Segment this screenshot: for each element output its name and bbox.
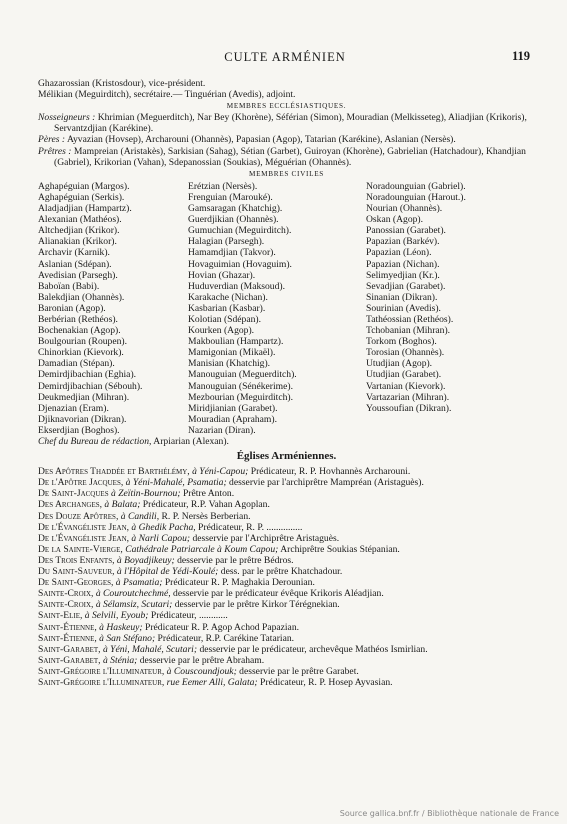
eglise-name: Des Apôtres Thaddée et Barthélémy, xyxy=(38,466,190,478)
eglise-place: à Boyadjikeuy; xyxy=(114,554,175,566)
ecclesiastiques-heading: MEMBRES ECCLÉSIASTIQUES. xyxy=(226,102,347,111)
civil-member: Hovaguimian (Hovaguim). xyxy=(188,258,292,270)
civil-member: Aghapéguian (Margos). xyxy=(38,180,130,192)
eglise-name: De Saint-Jacques xyxy=(38,488,109,500)
eglise-entry xyxy=(38,488,535,499)
eglise-place: à Selvili, Eyoub; xyxy=(82,610,149,622)
eglise-name: Des Trois Enfants, xyxy=(38,554,115,566)
eglise-name: Saint-Étienne, xyxy=(38,632,97,644)
entry-text: Khrimian (Meguerditch), Nar Bey (Khorène), Séférian (Simon), Mouradian (Melkisseteg), Aliadjian (Krikoris), Servantzdjian (Karékine). xyxy=(54,112,527,135)
eglise-name: Saint-Grégoire l'Illuminateur, xyxy=(38,665,165,677)
eglise-place: à Yéni-Capou; xyxy=(189,466,249,478)
eglises-list xyxy=(38,466,535,688)
civils-table xyxy=(38,181,535,436)
eglise-place: à Balata; xyxy=(102,499,141,511)
eglise-place: à l'Hôpital de Yédi-Koulé; xyxy=(114,566,219,578)
civil-member xyxy=(366,425,535,436)
civil-member: Torkom (Boghos). xyxy=(366,336,437,348)
civil-member: Ekserdjian (Boghos). xyxy=(38,424,120,436)
ecclesiastique-entry xyxy=(38,134,535,145)
civil-member: Makboulian (Hampartz). xyxy=(188,336,284,348)
civil-member: Damadian (Stépan). xyxy=(38,358,115,370)
eglise-entry xyxy=(38,544,535,555)
entry-label: Nosseigneurs : xyxy=(38,112,96,124)
eglise-entry xyxy=(38,622,535,633)
civil-member: Djenazian (Eram). xyxy=(38,402,109,414)
civil-member: Altchedjian (Krikor). xyxy=(38,225,120,237)
eglise-details: Prédicateur, R.P. Carékine Tatarian. xyxy=(155,632,295,644)
eglise-place: à Sténia; xyxy=(100,654,138,666)
running-header xyxy=(40,50,530,68)
eglise-place: à Narli Capou; xyxy=(129,532,191,544)
eglise-entry xyxy=(38,499,535,510)
civil-member: Kolotian (Sdépan). xyxy=(188,313,262,325)
civil-member: Gamsaragan (Khatchig). xyxy=(188,203,283,215)
civil-member: Boulgourian (Roupen). xyxy=(38,336,127,348)
civil-member: Nazarian (Diran). xyxy=(188,424,256,436)
entry-label: Prêtres : xyxy=(38,145,72,157)
civil-member: Sourinian (Avedis). xyxy=(366,302,441,314)
eglise-details: Prédicateur, R. P. Hosep Ayvasian. xyxy=(257,676,393,688)
civil-member: Mezbourian (Meguirditch). xyxy=(188,391,293,403)
civil-member: Noradounguian (Harout.). xyxy=(366,191,466,203)
eglise-details: desservie par le prédicateur évêque Krikoris Aléadjian. xyxy=(170,588,384,600)
civil-member: Sinanian (Dikran). xyxy=(366,291,438,303)
eglise-details: desservie par l'archiprêtre Mampréan (Aristaguès). xyxy=(226,477,424,489)
civil-member: Selimyedjian (Kr.). xyxy=(366,269,440,281)
eglise-place: à Couscoundjouk; xyxy=(164,665,237,677)
eglise-entry xyxy=(38,610,535,621)
civil-member: Baboïan (Babi). xyxy=(38,280,100,292)
entry-text: Mampreian (Aristakès), Sarkisian (Sahag), Sétian (Garbet), Guiroyan (Khorène), Gabrielian (Hatchadour), Khandjian (Gabriel), Krikorian (Vahan), Sdepanossian (Soukias), Méguérian (Ohannès). xyxy=(54,145,526,168)
civil-member: Manouguian (Meguerditch). xyxy=(188,369,297,381)
civil-member: Bochenakian (Agop). xyxy=(38,325,121,337)
eglise-entry xyxy=(38,633,535,644)
civil-member xyxy=(366,414,535,425)
entry-label: Pères : xyxy=(38,134,66,146)
civil-member: Aslanian (Sdépan). xyxy=(38,258,112,270)
civil-member: Miridjianian (Garabet). xyxy=(188,402,278,414)
eglise-details: Archiprêtre Soukias Stépanian. xyxy=(278,543,400,555)
civil-member: Nourian (Ohannès). xyxy=(366,203,443,215)
eglise-name: De l'Apôtre Jacques, xyxy=(38,477,124,489)
civil-member: Deukmedjian (Mihran). xyxy=(38,391,130,403)
civil-member: Manisian (Khatchig). xyxy=(188,358,271,370)
eglise-details: dess. par le prêtre Khatchadour. xyxy=(218,566,343,578)
eglise-name: Saint-Étienne, xyxy=(38,621,97,633)
civils-heading: MEMBRES CIVILES xyxy=(249,169,324,178)
eglise-name: Saint-Elie, xyxy=(38,610,83,622)
eglise-details: Prédicateur, R. P. Hovhannès Archarouni. xyxy=(248,466,411,478)
eglise-name: Sainte-Croix, xyxy=(38,588,94,600)
officer-line: Mélikian (Meguirditch), secrétaire.— Tinguérian (Avedis), adjoint. xyxy=(38,89,296,101)
civil-member: Chinorkian (Kievork). xyxy=(38,347,124,359)
civil-member: Demirdjibachian (Sébouh). xyxy=(38,380,143,392)
eglise-name: Du Saint-Sauveur, xyxy=(38,566,115,578)
civil-member: Aladjadjian (Hampartz). xyxy=(38,203,132,215)
eglise-entry xyxy=(38,555,535,566)
eglise-name: Saint-Grégoire l'Illuminateur, xyxy=(38,676,165,688)
eglise-name: Saint-Garabet, xyxy=(38,643,101,655)
eglise-place: à Couroutchechmé, xyxy=(93,588,171,600)
civil-member: Berbérian (Rethéos). xyxy=(38,313,118,325)
officer-line: Ghazarossian (Kristosdour), vice-président. xyxy=(38,78,206,89)
eglise-name: De l'Évangéliste Jean, xyxy=(38,521,130,533)
civil-member: Djiknavorian (Dikran). xyxy=(38,413,127,425)
eglise-details: Prédicateur, ............ xyxy=(148,610,228,622)
civil-member: Manouguian (Sénékerime). xyxy=(188,380,293,392)
eglise-details: desservie par le prêtre Garabet. xyxy=(236,665,359,677)
eglise-details: Prédicateur, R. P. ............... xyxy=(195,521,303,533)
civil-member: Frenguian (Marouké). xyxy=(188,191,273,203)
eglise-entry xyxy=(38,644,535,655)
eglise-place: à Yéni, Mahalé, Scutari; xyxy=(100,643,198,655)
civil-member: Hamamdjian (Takvor). xyxy=(188,247,276,259)
civil-member: Halagian (Parsegh). xyxy=(188,236,265,248)
eglise-place: à Psamatia; xyxy=(113,577,163,589)
civil-member: Alexanian (Mathéos). xyxy=(38,214,122,226)
eglise-name: Saint-Garabet, xyxy=(38,654,101,666)
civil-member: Youssoufian (Dikran). xyxy=(366,402,452,414)
eglise-details: Prédicateur, R.P. Vahan Agoplan. xyxy=(140,499,270,511)
civil-member: Mouradian (Apraham). xyxy=(188,413,277,425)
eglise-details: desservie par le prêtre Abraham. xyxy=(137,654,265,666)
civil-member: Archavir (Karnik). xyxy=(38,247,110,259)
eglise-details: Prédicateur R. P. Maghakia Derounian. xyxy=(162,577,315,589)
civil-member: Erétzian (Nersès). xyxy=(188,180,258,192)
ecclesiastique-entry xyxy=(38,146,535,168)
eglise-details: desservie par l'Archiprêtre Aristaguès. xyxy=(190,532,340,544)
eglise-place: à Sélamsiz, Scutari; xyxy=(93,599,173,611)
eglise-entry xyxy=(38,533,535,544)
civil-member: Gumuchian (Meguirditch). xyxy=(188,225,292,237)
civil-member: Sevadjian (Garabet). xyxy=(366,280,446,292)
civil-member: Balekdjian (Ohannès). xyxy=(38,291,125,303)
entry-text: Ayvazian (Hovsep), Archarouni (Ohannès), Papasian (Agop), Tatarian (Karékine), Aslanian (Nersès). xyxy=(65,134,456,146)
ecclesiastique-entry xyxy=(38,112,535,134)
civil-member: Avedisian (Parsegh). xyxy=(38,269,118,281)
civil-member: Papazian (Barkév). xyxy=(366,236,440,248)
civil-member: Papazian (Nichan). xyxy=(366,258,440,270)
eglises-heading: Églises Arméniennes. xyxy=(236,450,337,463)
eglise-place: à Candili, xyxy=(118,510,160,522)
eglise-name: De Saint-Georges, xyxy=(38,577,114,589)
civil-member: Aghapéguian (Serkis). xyxy=(38,191,125,203)
civil-member: Alianakian (Krikor). xyxy=(38,236,117,248)
eglise-details: Prêtre Anton. xyxy=(180,488,235,500)
eglise-details: Prédicateur R. P. Agop Achod Papazian. xyxy=(142,621,300,633)
chef-name: Arpiarian (Alexan). xyxy=(151,436,229,447)
source-credit: Source gallica.bnf.fr / Bibliothèque nationale de France xyxy=(339,809,559,818)
eglise-place: à San Stéfano; xyxy=(96,632,156,644)
civil-member: Tchobanian (Mihran). xyxy=(366,325,451,337)
civil-member: Mamigonian (Mikaël). xyxy=(188,347,276,359)
eglise-entry xyxy=(38,522,535,533)
eglise-name: De la Sainte-Vierge, xyxy=(38,543,123,555)
eglise-entry xyxy=(38,466,535,477)
eglise-entry xyxy=(38,566,535,577)
civil-member: Vartanian (Kievork). xyxy=(366,380,446,392)
page-title: CULTE ARMÉNIEN xyxy=(224,50,346,64)
chef-line xyxy=(38,436,535,447)
eglise-entry xyxy=(38,599,535,610)
civil-member: Torosian (Ohannès). xyxy=(366,347,445,359)
eglise-details: desservie par le prédicateur, archevêque Mathéos Ismirlian. xyxy=(197,643,428,655)
civil-member: Vartazarian (Mihran). xyxy=(366,391,450,403)
eglise-entry xyxy=(38,588,535,599)
eglise-details: desservie par le prêtre Bédros. xyxy=(174,554,294,566)
eglise-details: R. P. Nersès Berberian. xyxy=(159,510,251,522)
civil-member: Panossian (Garabet). xyxy=(366,225,446,237)
chef-label: Chef du Bureau de rédaction, xyxy=(38,436,152,447)
civil-member: Hovian (Ghazar). xyxy=(188,269,256,281)
ecclesiastiques-list xyxy=(38,112,535,167)
civil-member: Utudjian (Garabet). xyxy=(366,369,442,381)
eglise-place: à Haskeuy; xyxy=(96,621,143,633)
eglise-name: Des Archanges, xyxy=(38,499,103,511)
eglise-name: De l'Évangéliste Jean, xyxy=(38,532,130,544)
page-number: 119 xyxy=(511,49,530,63)
civil-member: Noradounguian (Gabriel). xyxy=(366,180,466,192)
eglise-place: à Ghedik Pacha, xyxy=(129,521,196,533)
civil-member: Demirdjibachian (Eghia). xyxy=(38,369,137,381)
civil-member: Kasbarian (Kasbar). xyxy=(188,302,266,314)
civil-member: Huduverdian (Maksoud). xyxy=(188,280,285,292)
civil-member: Baronian (Agop). xyxy=(38,302,106,314)
eglise-details: desservie par le prêtre Kirkor Térégnekian. xyxy=(172,599,340,611)
civil-member: Karakache (Nichan). xyxy=(188,291,268,303)
eglise-name: Sainte-Croix, xyxy=(38,599,94,611)
eglise-entry xyxy=(38,511,535,522)
civil-member: Oskan (Agop). xyxy=(366,214,424,226)
eglise-entry xyxy=(38,577,535,588)
eglise-entry xyxy=(38,677,535,688)
civil-member: Utudjian (Agop). xyxy=(366,358,433,370)
eglise-name: Des Douze Apôtres, xyxy=(38,510,119,522)
eglise-place: à Yéni-Mahalé, Psamatia; xyxy=(123,477,227,489)
eglise-place: à Zeïtin-Bournou; xyxy=(108,488,181,500)
civil-member: Guerdjikian (Ohannès). xyxy=(188,214,279,226)
eglise-place: rue Eemer Alli, Galata; xyxy=(164,676,258,688)
eglise-entry xyxy=(38,477,535,488)
eglise-entry xyxy=(38,666,535,677)
civil-member: Tathéossian (Rethéos). xyxy=(366,313,454,325)
eglise-place: Cathédrale Patriarcale à Koum Capou; xyxy=(122,543,279,555)
page-content xyxy=(38,78,535,688)
eglise-entry xyxy=(38,655,535,666)
civil-member: Papazian (Léon). xyxy=(366,247,432,259)
civil-member: Kourken (Agop). xyxy=(188,325,255,337)
